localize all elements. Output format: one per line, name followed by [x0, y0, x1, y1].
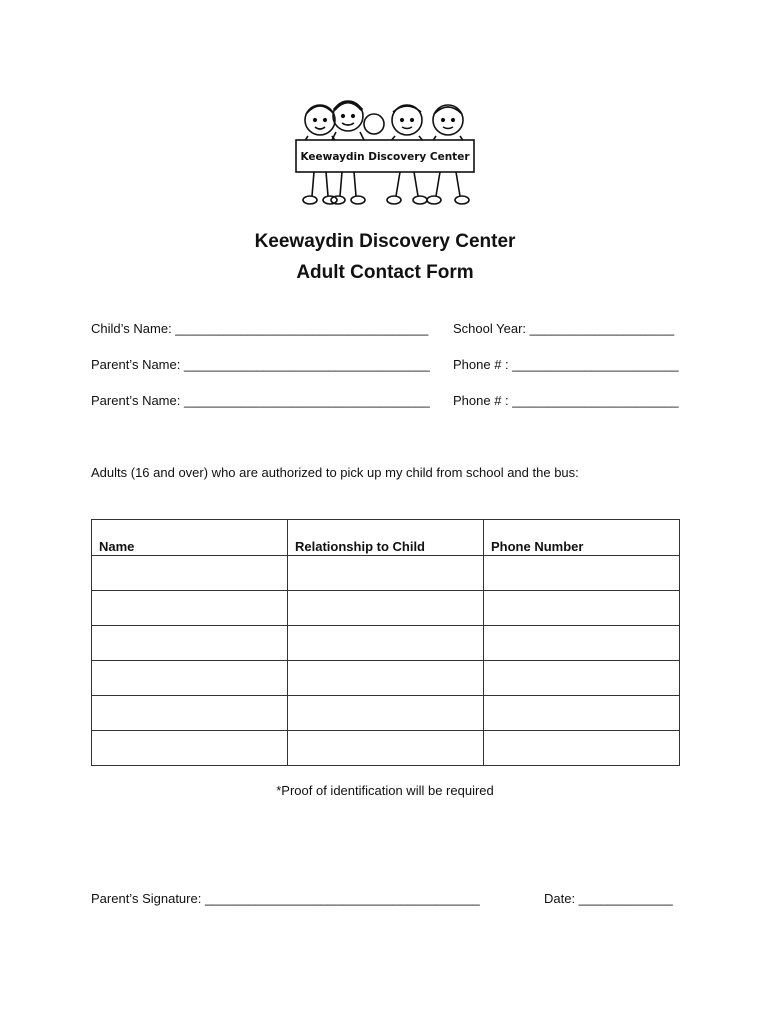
keewaydin-logo: [290, 96, 480, 212]
relationship-cell[interactable]: [288, 696, 484, 731]
name-cell[interactable]: [92, 731, 288, 766]
column-header-name: Name: [92, 520, 288, 556]
phone-cell[interactable]: [484, 556, 680, 591]
phone-cell[interactable]: [484, 591, 680, 626]
logo-banner-text: Keewaydin Discovery Center: [300, 151, 470, 163]
name-cell[interactable]: [92, 556, 288, 591]
phone-cell[interactable]: [484, 731, 680, 766]
table-row: [92, 591, 680, 626]
name-cell[interactable]: [92, 661, 288, 696]
phone-field-1[interactable]: Phone # : _______________________: [453, 357, 679, 372]
table-row: [92, 661, 680, 696]
name-cell[interactable]: [92, 626, 288, 661]
phone-cell[interactable]: [484, 696, 680, 731]
form-subtitle: Adult Contact Form: [296, 262, 474, 283]
school-year-field[interactable]: School Year: ____________________: [453, 321, 675, 336]
parent-name-field-1[interactable]: Parent’s Name: __________________________________: [91, 357, 430, 372]
date-field[interactable]: Date: _____________: [544, 891, 673, 906]
phone-cell[interactable]: [484, 626, 680, 661]
table-row: [92, 626, 680, 661]
relationship-cell[interactable]: [288, 661, 484, 696]
table-row: [92, 556, 680, 591]
name-cell[interactable]: [92, 591, 288, 626]
parent-name-field-2[interactable]: Parent’s Name: __________________________________: [91, 393, 430, 408]
parent-signature-field[interactable]: Parent’s Signature: ______________________________________: [91, 891, 480, 906]
relationship-cell[interactable]: [288, 626, 484, 661]
relationship-cell[interactable]: [288, 591, 484, 626]
identification-note: *Proof of identification will be required: [276, 783, 494, 798]
table-header-row: [92, 520, 680, 556]
childs-name-field[interactable]: Child’s Name: ___________________________________: [91, 321, 429, 336]
name-cell[interactable]: [92, 696, 288, 731]
authorized-adults-table: [91, 519, 680, 766]
column-header-phone: Phone Number: [484, 520, 680, 556]
table-row: [92, 731, 680, 766]
authorized-adults-instructions: Adults (16 and over) who are authorized to pick up my child from school and the bus:: [91, 465, 579, 480]
phone-field-2[interactable]: Phone # : _______________________: [453, 393, 679, 408]
form-title: Keewaydin Discovery Center: [254, 231, 516, 252]
table-row: [92, 696, 680, 731]
phone-cell[interactable]: [484, 661, 680, 696]
relationship-cell[interactable]: [288, 556, 484, 591]
column-header-relationship: Relationship to Child: [288, 520, 484, 556]
relationship-cell[interactable]: [288, 731, 484, 766]
